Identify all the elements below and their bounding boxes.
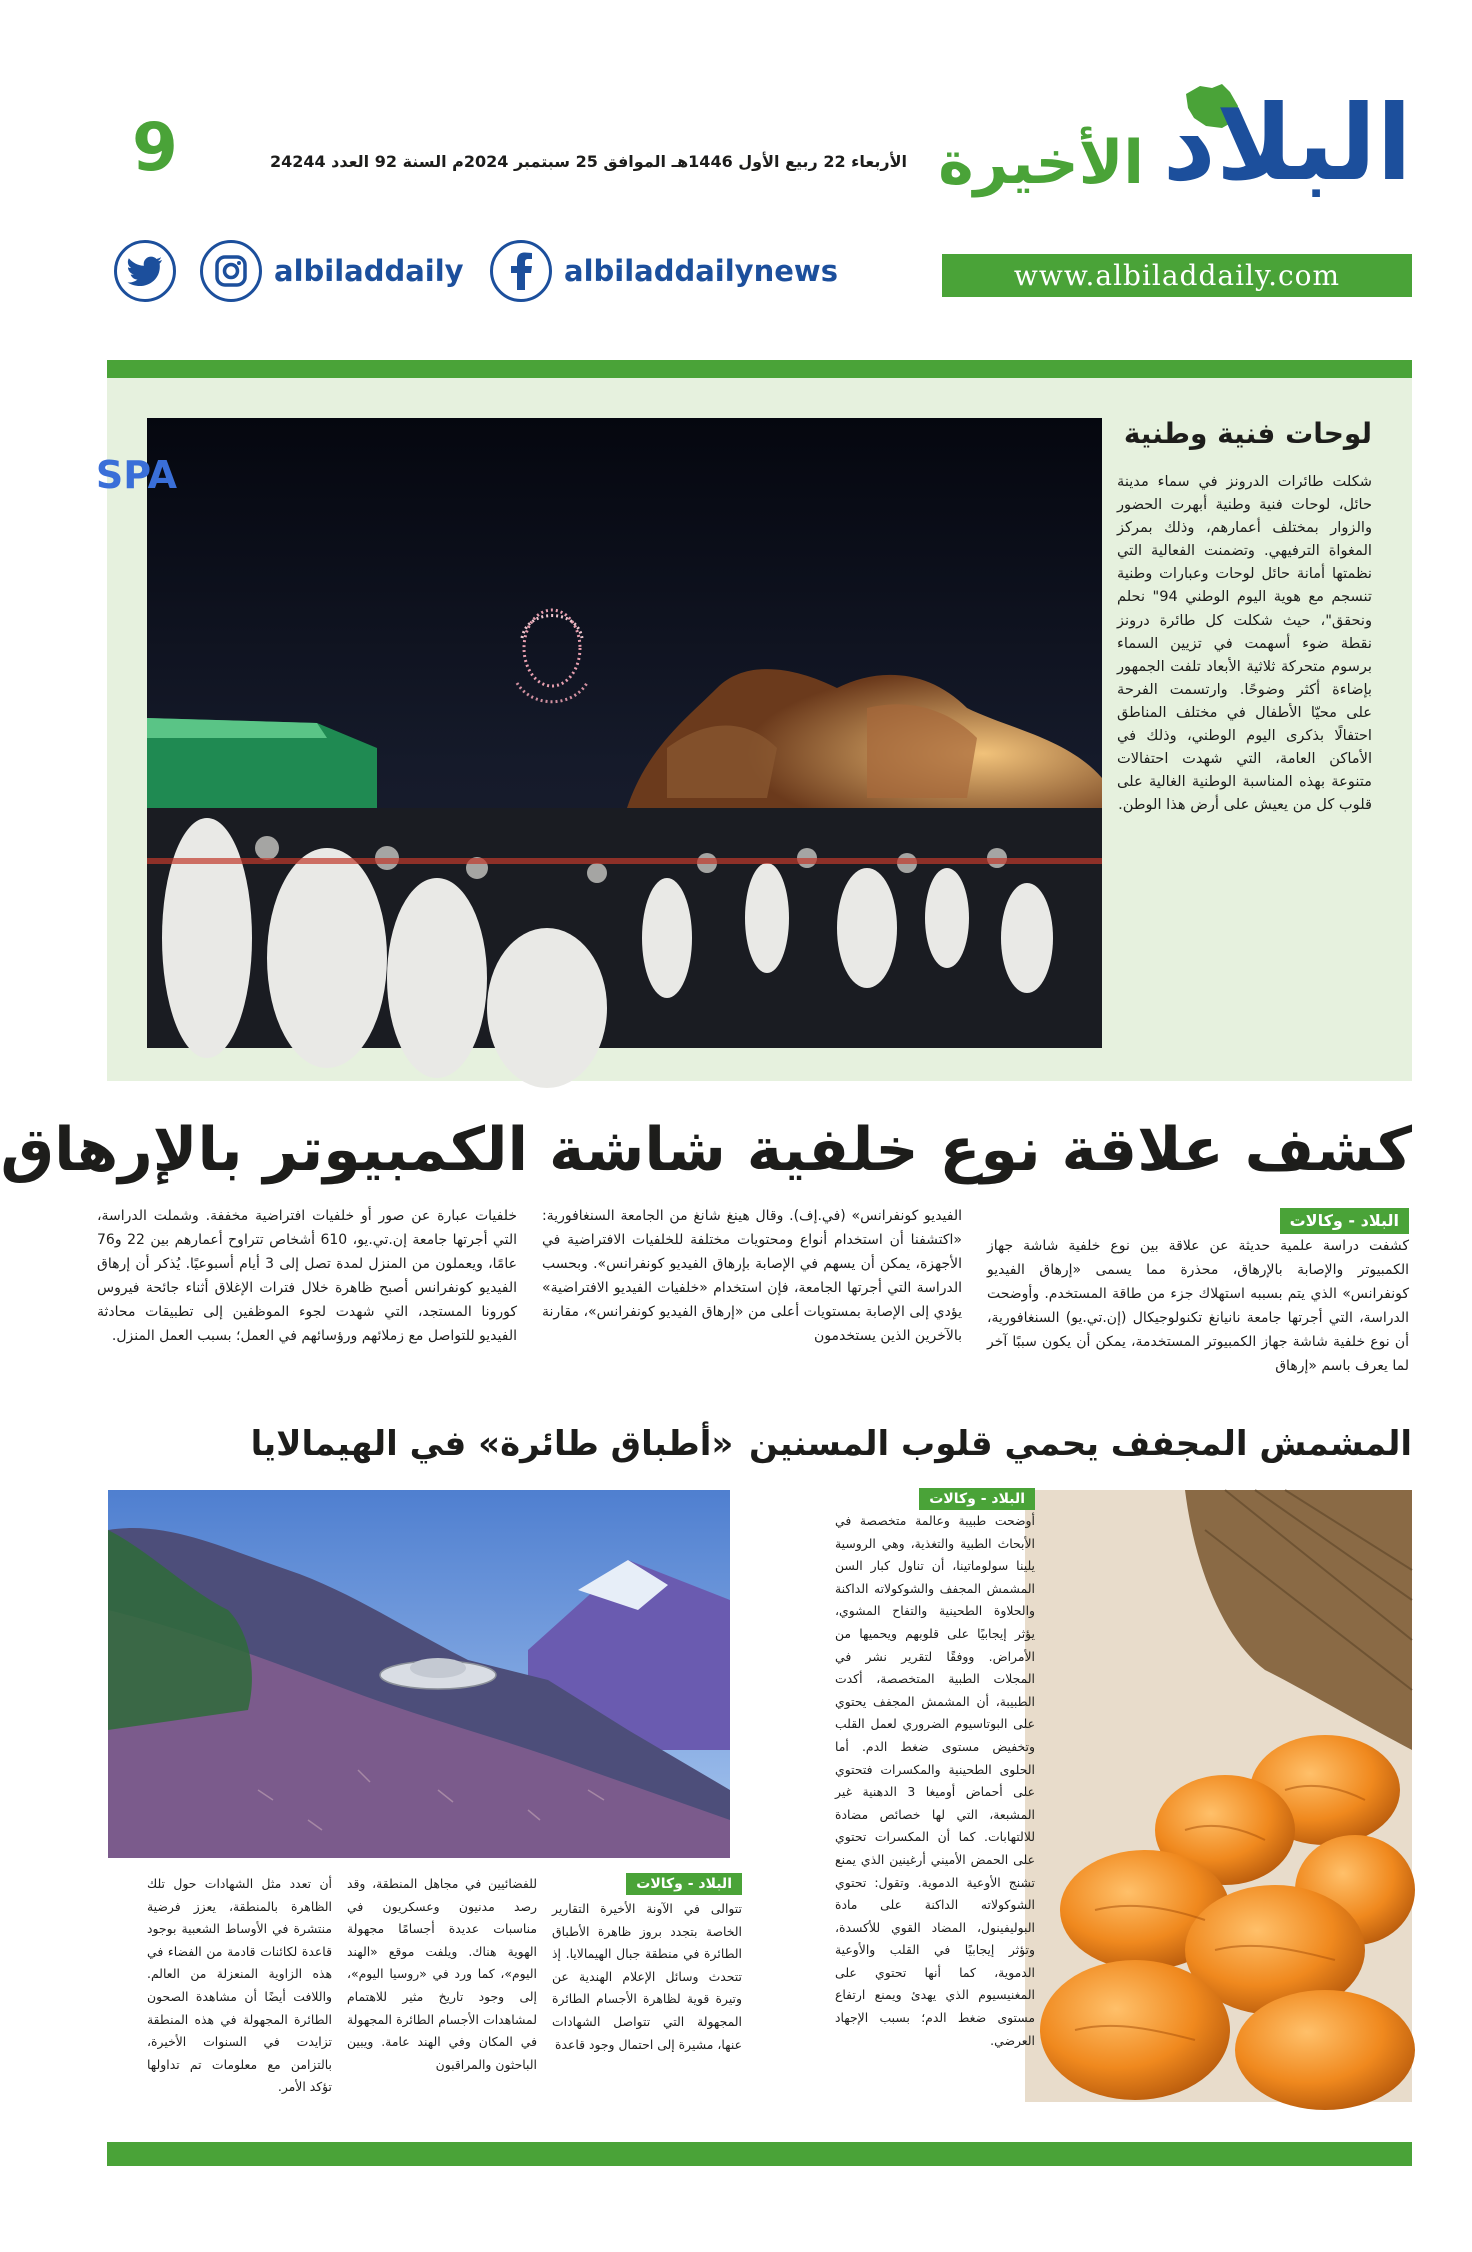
ufo-col2: للفضائيين في مجاهل المنطقة، وقد رصد مدنيون وعسكريون في مناسبات عديدة أجسامًا مجهولة الهوية هناك. ويلفت موقع «الهند اليوم»، كما ورد في «روسيا اليوم»، إلى وجود تاريخ مثير للاهتمام لمشاهدات الأجسام الطائرة المجهولة في المكان وفي الهند عامة. ويبين الباحثون والمراقبون <box>347 1876 537 2072</box>
page-number: 9 <box>132 109 178 186</box>
apricot-headline: المشمش المجفف يحمي قلوب المسنين <box>749 1424 1412 1464</box>
apricot-tag <box>919 1488 1035 1510</box>
masthead-logo <box>938 82 1412 208</box>
svg-text:SPA: SPA <box>95 453 177 497</box>
main-story-col3: خلفيات عبارة عن صور أو خلفيات افتراضية مخففة. وشملت الدراسة، التي أجرتها جامعة إن.تي.يو، 610 أشخاص تتراوح أعمارهم بين 22 و76 عامًا، ويعملون من المنزل لمدة تصل إلى 3 أيام أسبوعيًا. يُذكر أن إرهاق الفيديو كونفرانس أصبح ظاهرة خلال فترات الإغلاق أثناء جائحة فيروس كورونا المستجد، التي شهدت لجوء الموظفين إلى تطبيقات محادثة الفيديو للتواصل مع زملائهم ورؤسائهم في العمل؛ بسبب العمل المنزل. <box>97 1208 517 1344</box>
top-divider-bar <box>107 360 1412 378</box>
main-story-tag <box>1280 1208 1409 1234</box>
feature-title: لوحات فنية وطنية <box>1123 417 1372 450</box>
main-headline: كشف علاقة نوع خلفية شاشة الكمبيوتر بالإرهاق <box>0 1115 1412 1185</box>
ufo-photo <box>108 1490 730 1858</box>
ufo-col1: تتوالى في الآونة الأخيرة التقارير الخاصة بتجدد بروز ظاهرة الأطباق الطائرة في منطقة جبال الهيمالايا. إذ تتحدث وسائل الإعلام الهندية عن وتيرة قوية لظاهرة الأجسام الطائرة المجهولة التي تتواصل الشهادات عنها، مشيرة إلى احتمال وجود قاعدة <box>552 1901 742 2052</box>
ufo-tag <box>626 1873 742 1895</box>
byline-tag: البلاد - وكالات <box>1280 1208 1409 1234</box>
logo-title: البلاد <box>1162 82 1412 204</box>
logo-subtitle: الأخيرة <box>938 128 1144 198</box>
byline-tag: البلاد - وكالات <box>626 1873 742 1895</box>
twitter-link[interactable] <box>114 240 176 302</box>
website-url[interactable]: www.albiladdaily.com <box>942 254 1412 297</box>
instagram-link[interactable] <box>200 240 464 302</box>
instagram-handle: albiladdaily <box>274 254 464 288</box>
byline-tag: البلاد - وكالات <box>919 1488 1035 1510</box>
spa-watermark <box>96 453 178 497</box>
bottom-divider-bar <box>107 2142 1412 2166</box>
twitter-icon <box>114 240 176 302</box>
facebook-icon <box>490 240 552 302</box>
feature-body: شكلت طائرات الدرونز في سماء مدينة حائل، لوحات فنية وطنية أبهرت الحضور والزوار بمختلف أعمارهم، وذلك بمركز المغواة الترفيهي. وتضمنت الفعالية التي نظمتها أمانة حائل لوحات وعبارات وطنية تنسجم مع هوية اليوم الوطني 94" نحلم ونحقق"، حيث شكلت كل طائرة درونز نقطة ضوء أسهمت في تزيين السماء برسوم متحركة ثلاثية الأبعاد تلفت الجمهور بإضاءة أكثر وضوحًا. وارتسمت الفرحة على محيّا الأطفال في مختلف المناطق احتفالًا بذكرى اليوم الوطني، وذلك في الأماكن العامة، التي شهدت احتفالات متنوعة بهذه المناسبة الوطنية الغالية على قلوب كل من يعيش على أرض هذا الوطن. <box>1117 473 1372 814</box>
apricot-photo <box>1025 1490 1412 2102</box>
facebook-link[interactable] <box>490 240 838 302</box>
ufo-headline: «أطباق طائرة» في الهيمالايا <box>250 1424 734 1464</box>
dateline: الأربعاء 22 ربيع الأول 1446هـ الموافق 25 سبتمبر 2024م السنة 92 العدد 24244 <box>269 152 907 171</box>
main-story-col2: الفيديو كونفرانس» (في.إف). وقال هينغ شانغ من الجامعة السنغافورية: «اكتشفنا أن استخدام أنواع ومحتويات مختلفة للخلفيات الافتراضية في الأجهزة، يمكن أن يسهم في الإصابة بإرهاق الفيديو كونفرانس». وبحسب الدراسة التي أجرتها الجامعة، فإن استخدام «خلفيات الفيديو الافتراضية» يؤدي إلى الإصابة بمستويات أعلى من «إرهاق الفيديو كونفرانس»، مقارنة بالآخرين الذين يستخدمون <box>542 1208 962 1344</box>
facebook-handle: albiladdailynews <box>564 254 838 288</box>
main-story-col1: كشفت دراسة علمية حديثة عن علاقة بين نوع خلفية شاشة جهاز الكمبيوتر والإصابة بالإرهاق، محذرة مما يسمى «إرهاق الفيديو كونفرانس» الذي يتم بسببه استهلاك جزء من طاقة المستخدم. وأوضحت الدراسة، التي أجرتها جامعة نانيانغ تكنولوجيكال (إن.تي.يو) السنغافورية، أن نوع خلفية شاشة جهاز الكمبيوتر المستخدمة، يمكن أن يكون سببًا آخر لما يعرف باسم «إرهاق <box>987 1238 1409 1374</box>
feature-photo-drones <box>95 418 1102 1048</box>
apricot-body: أوضحت طبيبة وعالمة متخصصة في الأبحاث الطبية والتغذية، وهي الروسية يلينا سولوماتينا، أن تناول كبار السن المشمش المجفف والشوكولاته الداكنة والحلاوة الطحينية والتفاح المشوي، يؤثر إيجابيًا على قلوبهم ويحميها من الأمراض. ووفقًا لتقرير نشر في المجلات الطبية المتخصصة، أكدت الطبيبة، أن المشمش المجفف يحتوي على البوتاسيوم الضروري لعمل القلب وتخفيض مستوى ضغط الدم. أما الحلوى الطحينية والمكسرات فتحتوي على أحماض أوميغا 3 الدهنية غير المشبعة، التي لها خصائص مضادة للالتهابات. كما أن المكسرات تحتوي على الحمض الأميني أرغينين الذي يمنع تشنج الأوعية الدموية. وتقول: تحتوي الشوكولاته الداكنة على مادة البوليفينول، المضاد القوي للأكسدة، وتؤثر إيجابيًا في القلب والأوعية الدموية، كما أنها تحتوي على المغنيسيوم الذي يهدئ ويمنع ارتفاع مستوى ضغط الدم؛ بسبب الإجهاد العرضي. <box>835 1513 1035 2048</box>
ufo-col3: أن تعدد مثل الشهادات حول تلك الظاهرة بالمنطقة، يعزز فرضية منتشرة في الأوساط الشعبية بوجود قاعدة لكائنات قادمة من الفضاء في هذه الزاوية المنعزلة من العالم. واللافت أيضًا أن مشاهدة الصحون الطائرة المجهولة في هذه المنطقة تزايدت في السنوات الأخيرة، بالتزامن مع معلومات تم تداولها تؤكد الأمر. <box>147 1876 332 2095</box>
instagram-icon <box>200 240 262 302</box>
